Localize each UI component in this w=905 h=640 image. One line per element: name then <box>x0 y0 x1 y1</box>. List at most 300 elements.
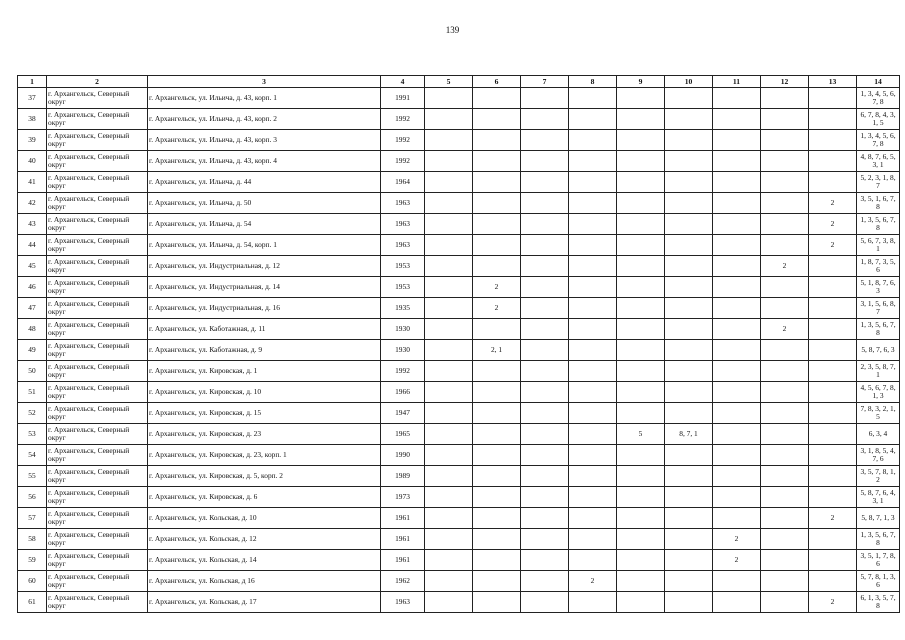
row-number: 46 <box>18 277 47 298</box>
col13-cell <box>809 382 857 403</box>
year-cell: 1989 <box>381 466 425 487</box>
table-row <box>18 319 900 340</box>
col14-cell: 6, 7, 8, 4, 3, 1, 5 <box>857 109 900 130</box>
col11-cell <box>713 340 761 361</box>
col7-cell <box>521 508 569 529</box>
district-cell: г. Архангельск, Северный округ <box>47 340 148 361</box>
address-cell: г. Архангельск, ул. Ильича, д. 43, корп. 3 <box>148 130 381 151</box>
col14-cell: 6, 3, 4 <box>857 424 900 445</box>
col11-cell <box>713 319 761 340</box>
col7-cell <box>521 151 569 172</box>
year-cell: 1961 <box>381 508 425 529</box>
col11-cell <box>713 571 761 592</box>
col11-cell <box>713 256 761 277</box>
col14-cell: 7, 8, 3, 2, 1, 5 <box>857 403 900 424</box>
table-row <box>18 193 900 214</box>
district-cell: г. Архангельск, Северный округ <box>47 151 148 172</box>
col5-cell <box>425 319 473 340</box>
col6-cell <box>473 424 521 445</box>
year-cell: 1965 <box>381 424 425 445</box>
year-cell: 1963 <box>381 235 425 256</box>
address-cell: г. Архангельск, ул. Ильича, д. 43, корп. 2 <box>148 109 381 130</box>
table-row <box>18 403 900 424</box>
col14-cell: 5, 6, 7, 3, 8, 1 <box>857 235 900 256</box>
col10-cell <box>665 130 713 151</box>
row-number: 60 <box>18 571 47 592</box>
row-number: 40 <box>18 151 47 172</box>
col10-cell <box>665 340 713 361</box>
col11-cell <box>713 298 761 319</box>
year-cell: 1953 <box>381 256 425 277</box>
district-cell: г. Архангельск, Северный округ <box>47 466 148 487</box>
col7-cell <box>521 466 569 487</box>
col9-cell <box>617 130 665 151</box>
col9-cell <box>617 235 665 256</box>
address-cell: г. Архангельск, ул. Кольская, д. 14 <box>148 550 381 571</box>
col8-cell <box>569 256 617 277</box>
col5-cell <box>425 550 473 571</box>
col7-cell <box>521 382 569 403</box>
col10-cell <box>665 403 713 424</box>
year-cell: 1973 <box>381 487 425 508</box>
col7-cell <box>521 235 569 256</box>
column-header-10: 10 <box>665 76 713 88</box>
col9-cell <box>617 319 665 340</box>
col5-cell <box>425 445 473 466</box>
row-number: 61 <box>18 592 47 613</box>
col8-cell <box>569 445 617 466</box>
table-row <box>18 172 900 193</box>
address-cell: г. Архангельск, ул. Индустриальная, д. 16 <box>148 298 381 319</box>
col9-cell <box>617 172 665 193</box>
col14-cell: 6, 1, 3, 5, 7, 8 <box>857 592 900 613</box>
col10-cell <box>665 172 713 193</box>
col12-cell <box>761 403 809 424</box>
address-cell: г. Архангельск, ул. Ильича, д. 50 <box>148 193 381 214</box>
col8-cell <box>569 403 617 424</box>
col14-cell: 1, 3, 5, 6, 7, 8 <box>857 529 900 550</box>
col11-cell: 2 <box>713 529 761 550</box>
year-cell: 1963 <box>381 214 425 235</box>
col12-cell <box>761 109 809 130</box>
col12-cell <box>761 529 809 550</box>
row-number: 42 <box>18 193 47 214</box>
col6-cell <box>473 109 521 130</box>
year-cell: 1961 <box>381 529 425 550</box>
row-number: 47 <box>18 298 47 319</box>
col13-cell <box>809 424 857 445</box>
year-cell: 1930 <box>381 319 425 340</box>
col7-cell <box>521 445 569 466</box>
address-cell: г. Архангельск, ул. Кировская, д. 10 <box>148 382 381 403</box>
address-cell: г. Архангельск, ул. Кольская, д. 12 <box>148 529 381 550</box>
address-cell: г. Архангельск, ул. Кировская, д. 23, корп. 1 <box>148 445 381 466</box>
table-row <box>18 592 900 613</box>
column-header-11: 11 <box>713 76 761 88</box>
col9-cell <box>617 487 665 508</box>
address-cell: г. Архангельск, ул. Кольская, д 16 <box>148 571 381 592</box>
address-cell: г. Архангельск, ул. Ильича, д. 54, корп. 1 <box>148 235 381 256</box>
table-row <box>18 256 900 277</box>
year-cell: 1990 <box>381 445 425 466</box>
col10-cell <box>665 235 713 256</box>
col5-cell <box>425 340 473 361</box>
address-cell: г. Архангельск, ул. Кировская, д. 5, корп. 2 <box>148 466 381 487</box>
row-number: 38 <box>18 109 47 130</box>
col7-cell <box>521 298 569 319</box>
col5-cell <box>425 151 473 172</box>
col7-cell <box>521 130 569 151</box>
col5-cell <box>425 214 473 235</box>
col7-cell <box>521 361 569 382</box>
col10-cell <box>665 298 713 319</box>
table-row <box>18 466 900 487</box>
column-header-6: 6 <box>473 76 521 88</box>
col13-cell <box>809 88 857 109</box>
address-cell: г. Архангельск, ул. Кировская, д. 15 <box>148 403 381 424</box>
col14-cell: 5, 1, 8, 7, 6, 3 <box>857 277 900 298</box>
col14-cell: 3, 5, 1, 6, 7, 8 <box>857 193 900 214</box>
table-row <box>18 550 900 571</box>
col9-cell <box>617 277 665 298</box>
col11-cell <box>713 487 761 508</box>
col10-cell <box>665 361 713 382</box>
address-cell: г. Архангельск, ул. Кольская, д. 17 <box>148 592 381 613</box>
col12-cell: 2 <box>761 256 809 277</box>
col10-cell <box>665 592 713 613</box>
col6-cell <box>473 466 521 487</box>
col12-cell <box>761 151 809 172</box>
col5-cell <box>425 109 473 130</box>
col7-cell <box>521 88 569 109</box>
col13-cell <box>809 445 857 466</box>
col7-cell <box>521 193 569 214</box>
address-cell: г. Архангельск, ул. Ильича, д. 44 <box>148 172 381 193</box>
table-row <box>18 88 900 109</box>
table-row <box>18 487 900 508</box>
table-body <box>18 88 900 613</box>
table-row <box>18 571 900 592</box>
col8-cell <box>569 214 617 235</box>
year-cell: 1953 <box>381 277 425 298</box>
col13-cell: 2 <box>809 235 857 256</box>
row-number: 48 <box>18 319 47 340</box>
col7-cell <box>521 319 569 340</box>
column-header-14: 14 <box>857 76 900 88</box>
col14-cell: 1, 3, 5, 6, 7, 8 <box>857 214 900 235</box>
col5-cell <box>425 508 473 529</box>
col8-cell <box>569 151 617 172</box>
district-cell: г. Архангельск, Северный округ <box>47 214 148 235</box>
col13-cell <box>809 571 857 592</box>
col9-cell <box>617 508 665 529</box>
col9-cell <box>617 256 665 277</box>
col6-cell <box>473 235 521 256</box>
col11-cell <box>713 508 761 529</box>
district-cell: г. Архангельск, Северный округ <box>47 109 148 130</box>
col13-cell <box>809 340 857 361</box>
year-cell: 1992 <box>381 151 425 172</box>
table-row <box>18 277 900 298</box>
col10-cell <box>665 550 713 571</box>
row-number: 44 <box>18 235 47 256</box>
col6-cell <box>473 256 521 277</box>
column-header-12: 12 <box>761 76 809 88</box>
col12-cell <box>761 487 809 508</box>
col8-cell <box>569 466 617 487</box>
district-cell: г. Архангельск, Северный округ <box>47 592 148 613</box>
col13-cell <box>809 277 857 298</box>
col11-cell <box>713 109 761 130</box>
col5-cell <box>425 466 473 487</box>
col5-cell <box>425 571 473 592</box>
col6-cell <box>473 403 521 424</box>
col5-cell <box>425 424 473 445</box>
year-cell: 1992 <box>381 361 425 382</box>
col8-cell: 2 <box>569 571 617 592</box>
row-number: 49 <box>18 340 47 361</box>
year-cell: 1991 <box>381 88 425 109</box>
table-row <box>18 109 900 130</box>
col8-cell <box>569 592 617 613</box>
col13-cell <box>809 130 857 151</box>
address-cell: г. Архангельск, ул. Кировская, д. 6 <box>148 487 381 508</box>
col11-cell <box>713 130 761 151</box>
col12-cell: 2 <box>761 319 809 340</box>
col12-cell <box>761 424 809 445</box>
col5-cell <box>425 403 473 424</box>
table-row <box>18 361 900 382</box>
table-row <box>18 529 900 550</box>
header-row <box>18 76 900 88</box>
col7-cell <box>521 109 569 130</box>
col6-cell: 2 <box>473 277 521 298</box>
table-row <box>18 382 900 403</box>
col6-cell <box>473 88 521 109</box>
col10-cell <box>665 466 713 487</box>
col10-cell <box>665 277 713 298</box>
col10-cell <box>665 151 713 172</box>
col7-cell <box>521 592 569 613</box>
col7-cell <box>521 403 569 424</box>
col10-cell <box>665 109 713 130</box>
table-row <box>18 130 900 151</box>
column-header-8: 8 <box>569 76 617 88</box>
col8-cell <box>569 382 617 403</box>
district-cell: г. Архангельск, Северный округ <box>47 508 148 529</box>
col14-cell: 5, 8, 7, 6, 3 <box>857 340 900 361</box>
col8-cell <box>569 361 617 382</box>
col6-cell <box>473 550 521 571</box>
col5-cell <box>425 361 473 382</box>
col10-cell <box>665 508 713 529</box>
data-table <box>17 75 900 613</box>
col12-cell <box>761 172 809 193</box>
col5-cell <box>425 193 473 214</box>
col13-cell <box>809 403 857 424</box>
row-number: 58 <box>18 529 47 550</box>
col6-cell <box>473 487 521 508</box>
col11-cell <box>713 235 761 256</box>
col14-cell: 5, 2, 3, 1, 8, 7 <box>857 172 900 193</box>
col7-cell <box>521 571 569 592</box>
district-cell: г. Архангельск, Северный округ <box>47 403 148 424</box>
col11-cell <box>713 214 761 235</box>
year-cell: 1963 <box>381 592 425 613</box>
col13-cell <box>809 550 857 571</box>
col6-cell <box>473 508 521 529</box>
col6-cell <box>473 445 521 466</box>
col11-cell <box>713 151 761 172</box>
col12-cell <box>761 277 809 298</box>
col10-cell <box>665 529 713 550</box>
col11-cell <box>713 277 761 298</box>
col7-cell <box>521 277 569 298</box>
row-number: 50 <box>18 361 47 382</box>
col9-cell <box>617 571 665 592</box>
district-cell: г. Архангельск, Северный округ <box>47 445 148 466</box>
address-cell: г. Архангельск, ул. Ильича, д. 54 <box>148 214 381 235</box>
col9-cell <box>617 382 665 403</box>
col9-cell <box>617 550 665 571</box>
col13-cell <box>809 109 857 130</box>
district-cell: г. Архангельск, Северный округ <box>47 235 148 256</box>
col10-cell <box>665 571 713 592</box>
col11-cell: 2 <box>713 550 761 571</box>
col14-cell: 4, 8, 7, 6, 5, 3, 1 <box>857 151 900 172</box>
column-header-5: 5 <box>425 76 473 88</box>
district-cell: г. Архангельск, Северный округ <box>47 424 148 445</box>
district-cell: г. Архангельск, Северный округ <box>47 172 148 193</box>
table-row <box>18 214 900 235</box>
col14-cell: 5, 8, 7, 1, 3 <box>857 508 900 529</box>
col6-cell <box>473 151 521 172</box>
col13-cell <box>809 298 857 319</box>
col5-cell <box>425 298 473 319</box>
col8-cell <box>569 424 617 445</box>
col5-cell <box>425 130 473 151</box>
year-cell: 1992 <box>381 130 425 151</box>
col14-cell: 3, 5, 7, 8, 1, 2 <box>857 466 900 487</box>
col6-cell <box>473 361 521 382</box>
col12-cell <box>761 445 809 466</box>
col5-cell <box>425 172 473 193</box>
address-cell: г. Архангельск, ул. Кировская, д. 1 <box>148 361 381 382</box>
col12-cell <box>761 361 809 382</box>
col11-cell <box>713 445 761 466</box>
address-cell: г. Архангельск, ул. Кольская, д. 10 <box>148 508 381 529</box>
col9-cell <box>617 109 665 130</box>
col7-cell <box>521 256 569 277</box>
col10-cell <box>665 487 713 508</box>
district-cell: г. Архангельск, Северный округ <box>47 88 148 109</box>
col9-cell <box>617 445 665 466</box>
year-cell: 1992 <box>381 109 425 130</box>
col10-cell <box>665 214 713 235</box>
table-row <box>18 445 900 466</box>
column-header-2: 2 <box>47 76 148 88</box>
address-cell: г. Архангельск, ул. Индустриальная, д. 12 <box>148 256 381 277</box>
year-cell: 1935 <box>381 298 425 319</box>
row-number: 41 <box>18 172 47 193</box>
col9-cell: 5 <box>617 424 665 445</box>
table-row <box>18 298 900 319</box>
col6-cell: 2 <box>473 298 521 319</box>
address-cell: г. Архангельск, ул. Ильича, д. 43, корп. 4 <box>148 151 381 172</box>
column-header-7: 7 <box>521 76 569 88</box>
row-number: 57 <box>18 508 47 529</box>
district-cell: г. Архангельск, Северный округ <box>47 487 148 508</box>
district-cell: г. Архангельск, Северный округ <box>47 529 148 550</box>
column-header-1: 1 <box>18 76 47 88</box>
district-cell: г. Архангельск, Северный округ <box>47 361 148 382</box>
col12-cell <box>761 130 809 151</box>
address-cell: г. Архангельск, ул. Индустриальная, д. 14 <box>148 277 381 298</box>
col9-cell <box>617 403 665 424</box>
year-cell: 1930 <box>381 340 425 361</box>
table-row <box>18 508 900 529</box>
col9-cell <box>617 193 665 214</box>
col6-cell <box>473 130 521 151</box>
col8-cell <box>569 319 617 340</box>
col6-cell <box>473 193 521 214</box>
col13-cell <box>809 151 857 172</box>
col6-cell: 2, 1 <box>473 340 521 361</box>
table-row <box>18 340 900 361</box>
col12-cell <box>761 466 809 487</box>
col11-cell <box>713 424 761 445</box>
year-cell: 1947 <box>381 403 425 424</box>
col10-cell <box>665 445 713 466</box>
col14-cell: 1, 3, 4, 5, 6, 7, 8 <box>857 88 900 109</box>
col7-cell <box>521 487 569 508</box>
col9-cell <box>617 361 665 382</box>
col10-cell <box>665 193 713 214</box>
col8-cell <box>569 235 617 256</box>
address-cell: г. Архангельск, ул. Ильича, д. 43, корп. 1 <box>148 88 381 109</box>
col14-cell: 3, 5, 1, 7, 8, 6 <box>857 550 900 571</box>
col5-cell <box>425 235 473 256</box>
col8-cell <box>569 88 617 109</box>
col8-cell <box>569 298 617 319</box>
year-cell: 1966 <box>381 382 425 403</box>
col12-cell <box>761 592 809 613</box>
col9-cell <box>617 592 665 613</box>
col14-cell: 3, 1, 5, 6, 8, 7 <box>857 298 900 319</box>
col12-cell <box>761 571 809 592</box>
col5-cell <box>425 529 473 550</box>
col10-cell <box>665 256 713 277</box>
col7-cell <box>521 550 569 571</box>
col12-cell <box>761 214 809 235</box>
col13-cell: 2 <box>809 592 857 613</box>
row-number: 37 <box>18 88 47 109</box>
col10-cell: 8, 7, 1 <box>665 424 713 445</box>
col10-cell <box>665 382 713 403</box>
col12-cell <box>761 235 809 256</box>
col8-cell <box>569 529 617 550</box>
col11-cell <box>713 466 761 487</box>
col13-cell <box>809 172 857 193</box>
col14-cell: 1, 3, 5, 6, 7, 8 <box>857 319 900 340</box>
col9-cell <box>617 88 665 109</box>
col13-cell: 2 <box>809 508 857 529</box>
col9-cell <box>617 151 665 172</box>
col5-cell <box>425 487 473 508</box>
col5-cell <box>425 88 473 109</box>
col6-cell <box>473 319 521 340</box>
col5-cell <box>425 256 473 277</box>
